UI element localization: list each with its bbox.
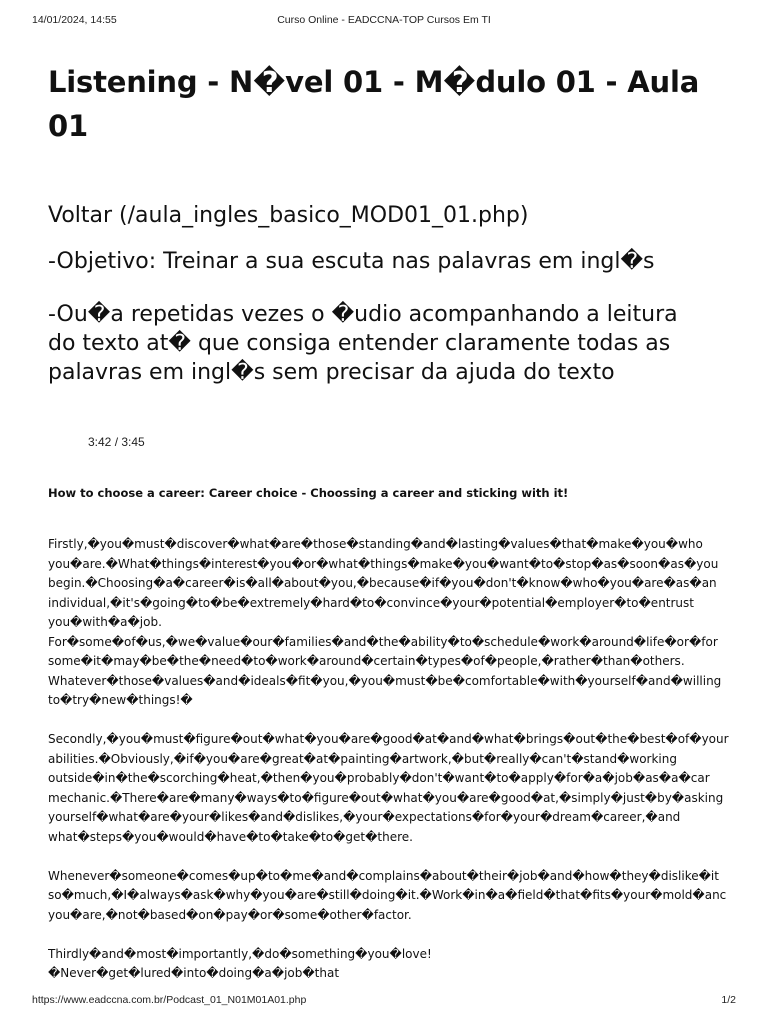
print-header [32,14,736,30]
article-line: For�some�of�us,�we�value�our�families�and�the�ability�to�schedule�work�around�life�or�for [48,634,718,649]
audio-player[interactable] [88,435,734,455]
print-doc-title: Curso Online - EADCCNA-TOP Cursos Em TI [277,14,491,26]
page-title: Listening - N�vel 01 - M�dulo 01 - Aula 01 [48,65,700,143]
back-link[interactable]: Voltar (/aula_ingles_basico_MOD01_01.php) [48,203,529,228]
article-paragraph [48,730,734,847]
audio-time: 3:42 / 3:45 [88,435,145,449]
article-line: abilities.�Obviously,�if�you�are�great�at�painting�artwork,�but�really�can't�stand�working [48,751,677,766]
instruction-line: do texto at� que consiga entender claramente todas as [48,331,671,356]
article-line: what�steps�you�would�have�to�take�to�get�there. [48,829,413,844]
objective-text: -Objetivo: Treinar a sua escuta nas palavras em ingl�s [48,249,655,274]
print-footer [32,994,736,1010]
article-line: to�try�new�things!� [48,693,193,707]
article-line: so�much,�I�always�ask�why�you�are�still�doing�it.�Work�in�a�field�that�fits�your�mold�anc [48,888,727,902]
article-title: How to choose a career: Career choice - Choossing a career and sticking with it! [48,486,569,500]
instruction-line: palavras em ingl�s sem precisar da ajuda do texto [48,360,615,385]
article-line: individual,�it's�going�to�be�extremely�hard�to�convince�your�potential�employer�to�entrust [48,595,694,610]
article-line: �Never�get�lured�into�doing�a�job�that [48,966,340,980]
article-line: you�are,�not�based�on�pay�or�some�other�factor. [48,907,412,922]
print-datetime: 14/01/2024, 14:55 [32,14,117,26]
article-body [48,535,734,984]
page-content [48,60,734,1003]
article-line: Whenever�someone�comes�up�to�me�and�complains�about�their�job�and�how�they�dislike�it [48,868,719,883]
instruction-line: -Ou�a repetidas vezes o �udio acompanhando a leitura [48,302,678,327]
article-line: mechanic.�There�are�many�ways�to�figure�out�what�you�are�good�at,�simply�just�by�asking [48,790,724,805]
print-url: https://www.eadccna.com.br/Podcast_01_N01M01A01.php [32,994,307,1006]
print-page-number: 1/2 [721,994,736,1006]
article-line: Secondly,�you�must�figure�out�what�you�are�good�at�and�what�brings�out�the�best�of�your [48,732,729,746]
article-line: Firstly,�you�must�discover�what�are�those�standing�and�lasting�values�that�make�you�who [48,537,703,551]
article-paragraph [48,945,734,984]
article-paragraph [48,535,734,711]
article-line: Thirdly�and�most�importantly,�do�something�you�love! [48,946,432,961]
article-paragraph [48,867,734,926]
article-line: you�are.�What�things�interest�you�or�what�things�make�you�want�to�stop�as�soon�as�you [48,556,719,571]
instruction-text [48,300,734,387]
article-line: yourself�what�are�your�likes�and�dislikes,�your�expectations�for�your�dream�career,�and [48,810,681,824]
article-line: some�it�may�be�the�need�to�work�around�certain�types�of�people,�rather�than�others. [48,654,685,668]
article-line: you�with�a�job. [48,615,162,629]
article-line: outside�in�the�scorching�heat,�then�you�probably�don't�want�to�apply�for�a�job�as�a�car [48,771,710,785]
article-line: Whatever�those�values�and�ideals�fit�you,�you�must�be�comfortable�with�yourself�and�willing [48,673,722,688]
article-line: begin.�Choosing�a�career�is�all�about�you,�because�if�you�don't�know�who�you�are�as�an [48,576,717,590]
